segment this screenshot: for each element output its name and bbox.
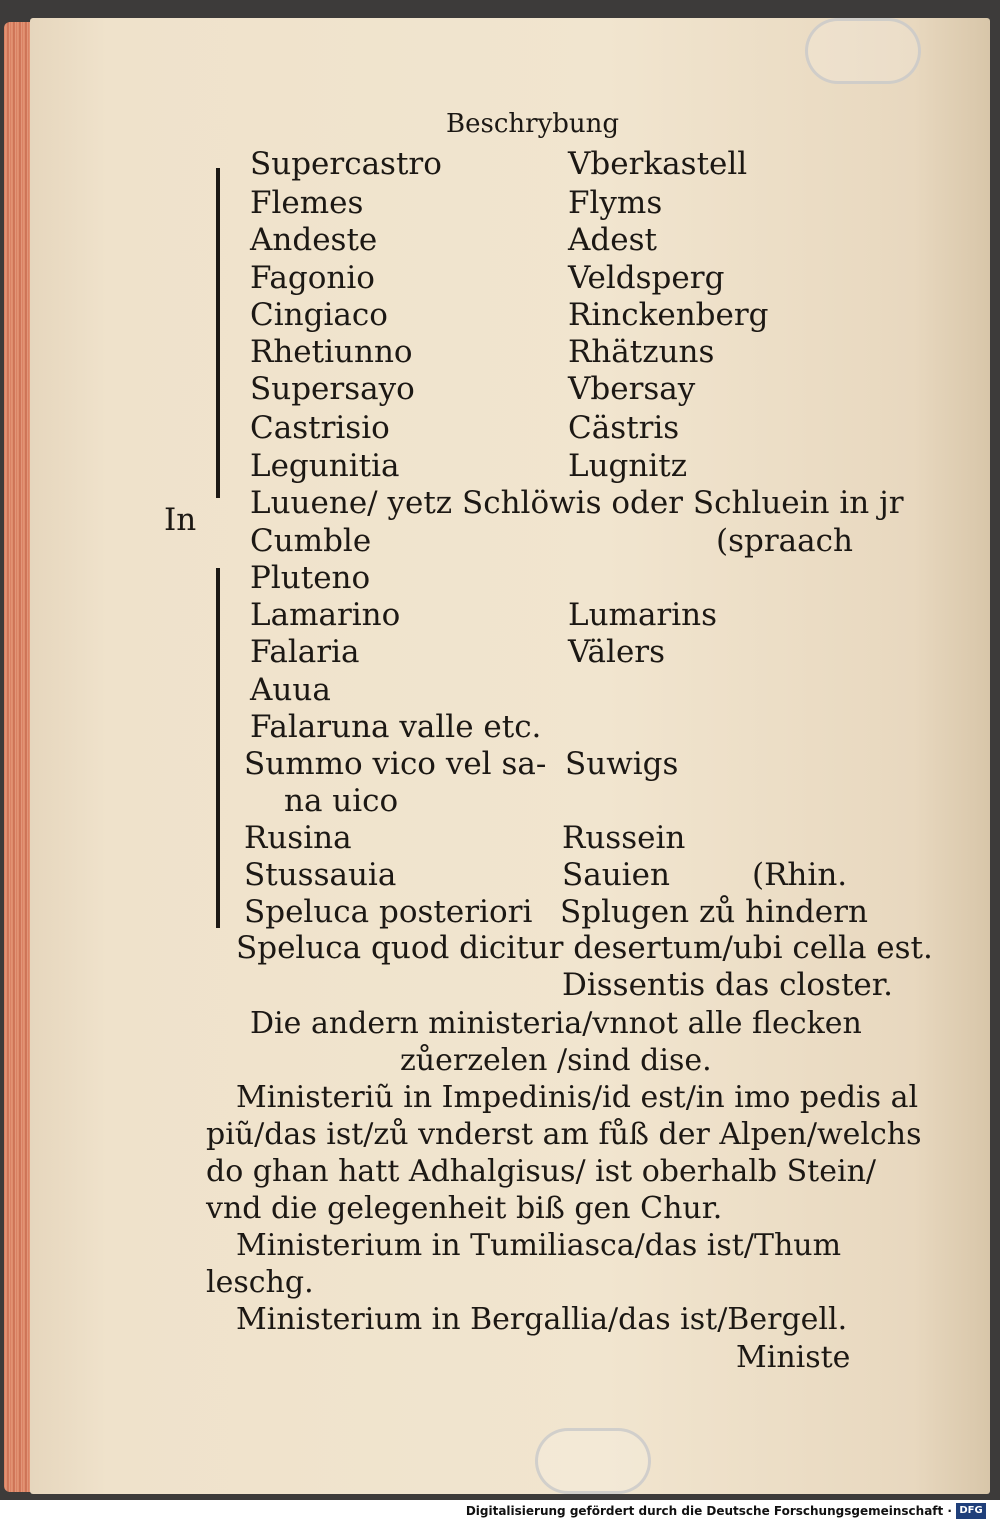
catchword: Ministe bbox=[736, 1340, 851, 1375]
paragraph-line: Ministeriũ in Impedinis/id est/in imo pedis al bbox=[236, 1080, 919, 1115]
entry-latin: Legunitia bbox=[250, 448, 400, 484]
entry-german: Vbersay bbox=[568, 371, 696, 407]
list-prefix: In bbox=[164, 502, 197, 538]
entry-latin: Lamarino bbox=[250, 597, 401, 633]
rhin-note: (Rhin. bbox=[752, 857, 848, 893]
paragraph-line: Ministerium in Bergallia/das ist/Bergell. bbox=[236, 1302, 848, 1337]
entry-latin: Flemes bbox=[250, 185, 364, 221]
brace-line-lower bbox=[216, 788, 220, 928]
entry-latin: Speluca posteriori bbox=[244, 894, 533, 930]
entry-german: Flyms bbox=[568, 185, 663, 221]
entry-german: Lugnitz bbox=[568, 448, 688, 484]
entry-german: Rhätzuns bbox=[568, 334, 715, 370]
paragraph-line: Ministerium in Tumiliasca/das ist/Thum bbox=[236, 1228, 842, 1263]
paragraph-line: do ghan hatt Adhalgisus/ ist oberhalb Stein/ bbox=[206, 1154, 877, 1189]
brace-line-upper bbox=[216, 168, 220, 498]
entry-latin: Rusina bbox=[244, 820, 352, 856]
entry-german: Suwigs bbox=[565, 746, 679, 782]
page-clip-bottom bbox=[535, 1428, 651, 1494]
dfg-logo: DFG bbox=[956, 1503, 986, 1519]
entry-german: Lumarins bbox=[568, 597, 718, 633]
entry-latin: Auua bbox=[250, 672, 331, 708]
entry-latin: Luuene/ yetz Schlöwis oder Schluein in jr bbox=[250, 485, 904, 521]
entry-german: (spraach bbox=[716, 523, 853, 559]
running-head: Beschrybung bbox=[446, 109, 620, 139]
entry-german: Rinckenberg bbox=[568, 297, 769, 333]
footer-bar bbox=[0, 1500, 1000, 1524]
entry-german: Adest bbox=[568, 222, 657, 258]
entry-latin: na uico bbox=[284, 783, 399, 819]
entry-german: Vberkastell bbox=[568, 146, 748, 182]
footer-credit: Digitalisierung gefördert durch die Deutsche Forschungsgemeinschaft · bbox=[465, 1504, 952, 1518]
entry-latin: Falaruna valle etc. bbox=[250, 709, 542, 745]
entry-latin: Cumble bbox=[250, 523, 372, 559]
entry-latin: Cingiaco bbox=[250, 297, 388, 333]
paragraph-line: Die andern ministeria/vnnot alle flecken bbox=[250, 1006, 862, 1041]
entry-german: Russein bbox=[562, 820, 686, 856]
paragraph-line: vnd die gelegenheit biß gen Chur. bbox=[206, 1191, 723, 1226]
entry-latin: Falaria bbox=[250, 634, 360, 670]
entry-latin: Castrisio bbox=[250, 410, 390, 446]
entry-german: Sauien bbox=[562, 857, 670, 893]
paragraph-line: zůerzelen /sind dise. bbox=[400, 1043, 712, 1078]
page-clip-top bbox=[805, 18, 921, 84]
paragraph-line: piũ/das ist/zů vnderst am fůß der Alpen/welchs bbox=[206, 1117, 922, 1152]
entry-latin: Summo vico vel sa- bbox=[244, 746, 547, 782]
entry-german: Splugen zů hindern bbox=[560, 894, 868, 930]
entry-latin: Supersayo bbox=[250, 371, 415, 407]
entry-german: Veldsperg bbox=[568, 260, 725, 296]
paragraph-line: leschg. bbox=[206, 1265, 314, 1300]
entry-german: Välers bbox=[568, 634, 666, 670]
entry-latin: Andeste bbox=[250, 222, 378, 258]
entry-latin: Fagonio bbox=[250, 260, 375, 296]
brace-line-middle bbox=[216, 568, 220, 788]
entry-latin: Stussauia bbox=[244, 857, 397, 893]
closing-line: Speluca quod dicitur desertum/ubi cella est. bbox=[236, 930, 933, 966]
entry-latin: Pluteno bbox=[250, 560, 371, 596]
entry-latin: Rhetiunno bbox=[250, 334, 413, 370]
entry-latin: Supercastro bbox=[250, 146, 442, 182]
entry-german: Cästris bbox=[568, 410, 680, 446]
closing-line: Dissentis das closter. bbox=[562, 967, 894, 1003]
